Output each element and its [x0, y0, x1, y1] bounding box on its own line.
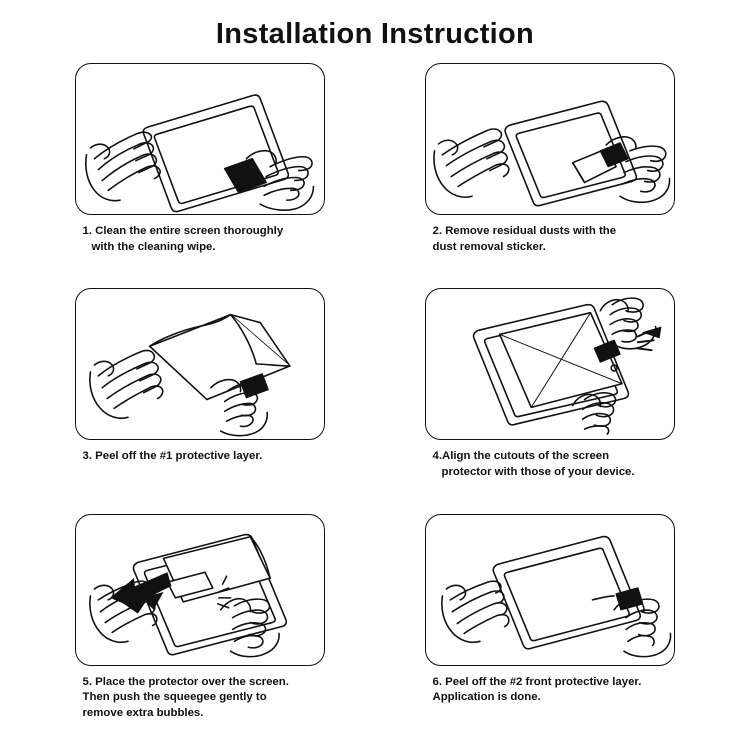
step-3-caption [73, 449, 328, 465]
figure-peel-off-layer-1 [75, 288, 325, 440]
step-2-caption-line-2: dust removal sticker. [432, 240, 546, 253]
step-1-caption-line-2: with the cleaning wipe. [91, 240, 216, 253]
step-2 [380, 63, 720, 280]
step-2-caption [423, 224, 678, 255]
figure-clean-screen-with-wipe [75, 63, 325, 215]
figure-align-cutouts [425, 288, 675, 440]
page-title: Installation Instruction [215, 18, 535, 50]
step-3 [30, 288, 370, 505]
figure-place-protector-squeegee [75, 514, 325, 666]
step-1 [30, 63, 370, 280]
step-6-caption [423, 675, 678, 706]
step-4-caption-line-2: protector with those of your device. [441, 466, 635, 479]
step-5 [30, 514, 370, 731]
step-5-caption-line-2: Then push the squeegee gently to [82, 691, 267, 704]
step-3-caption-line-1: 3. Peel off the #1 protective layer. [82, 450, 263, 463]
step-6-caption-line-1: 6. Peel off the #2 front protective layer. [432, 675, 642, 688]
figure-remove-dust-with-sticker [425, 63, 675, 215]
step-4-caption-line-1: 4.Align the cutouts of the screen [432, 450, 610, 463]
step-2-caption-line-1: 2. Remove residual dusts with the [432, 225, 617, 237]
step-4-caption [423, 449, 678, 480]
step-1-caption-line-1: 1. Clean the entire screen thoroughly [82, 225, 284, 237]
step-5-caption [73, 675, 328, 722]
figure-peel-off-layer-2 [425, 514, 675, 666]
step-6 [380, 514, 720, 731]
step-5-caption-line-1: 5. Place the protector over the screen. [82, 675, 289, 688]
step-4 [380, 288, 720, 505]
step-5-caption-line-3: remove extra bubbles. [82, 707, 204, 720]
step-6-caption-line-2: Application is done. [432, 691, 541, 704]
steps-grid [0, 51, 750, 741]
step-1-caption [73, 224, 328, 255]
